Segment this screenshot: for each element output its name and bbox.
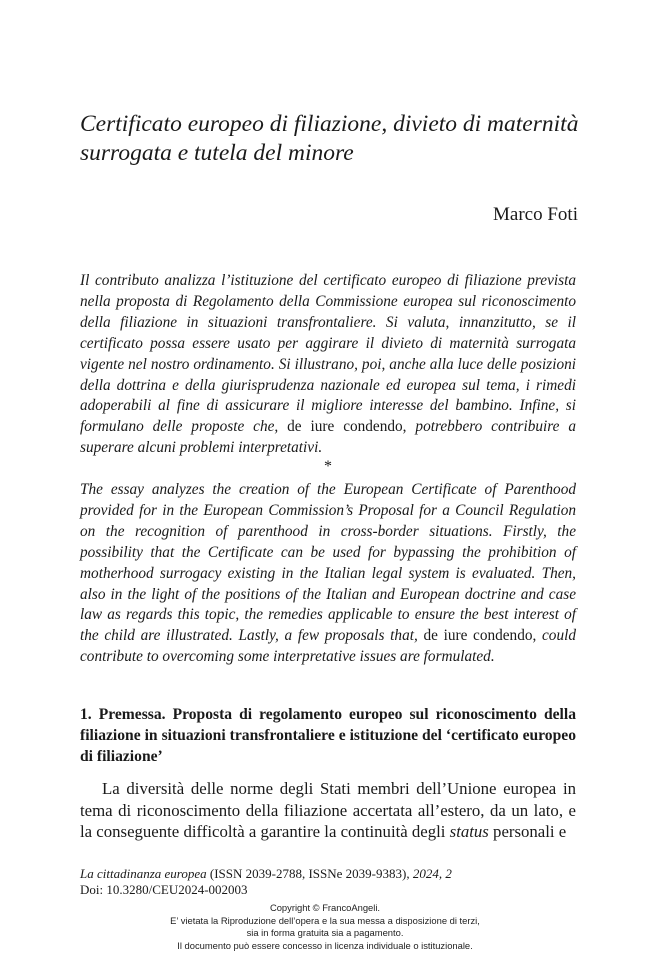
article-title: Certificato europeo di filiazione, divieto di maternità surrogata e tutela del minore bbox=[80, 111, 579, 166]
journal-citation bbox=[80, 866, 580, 882]
abstract-english-text-end: could contribute to overcoming some interpretative issues are formulated. bbox=[80, 627, 576, 666]
body-text: La diversità delle norme degli Stati membri dell’Unione europea in tema di riconoscimento della filiazione accertata all’estero, da un lato, e la conseguente difficoltà a garantire la continuità degli bbox=[80, 779, 576, 841]
body-paragraph bbox=[80, 778, 576, 843]
abstract-english-text: The essay analyzes the creation of the European Certificate of Parenthood provided for in the European Commission’s Proposal for a Council Regulation on the recognition of parenthood in cross-border situations. Firstly, the possibility that the Certificate can be used for bypassing the prohibition of motherhood surrogacy existing in the Italian legal system is evaluated. Then, also in the light of the positions of the Italian and European doctrine and case law as regards this topic, the remedies applicable to ensure the best interest of the child are illustrated. Lastly, a few proposals that, bbox=[80, 481, 576, 645]
journal-name: La cittadinanza europea bbox=[80, 866, 207, 881]
abstract-italian-text-end: potrebbero contribuire a superare alcuni problemi interpretativi. bbox=[80, 418, 576, 457]
copyright-line: Il documento può essere concesso in licenza individuale o istituzionale. bbox=[177, 939, 473, 951]
body-italic-term: status bbox=[449, 822, 489, 841]
abstract-italian-latin-phrase: de iure condendo, bbox=[287, 418, 407, 436]
author-name: Marco Foti bbox=[493, 204, 578, 225]
body-text-end: personali e bbox=[493, 822, 567, 841]
copyright-line: sia in forma gratuita sia a pagamento. bbox=[246, 927, 404, 939]
abstract-italian-text: Il contributo analizza l’istituzione del certificato europeo di filiazione prevista nella proposta di Regolamento della Commissione europea sul riconoscimento della filiazione in situazioni transfrontaliere. Si valuta, innanzitutto, se il certificato possa essere usato per aggirare il divieto di maternità surrogata vigente nel nostro ordinamento. Si illustrano, poi, anche alla luce delle posizioni della dottrina e della giurisprudenza nazionale ed europea sul tema, i rimedi adoperabili al fine di assicurare il migliore interesse del bambino. Infine, si formulano delle proposte che, bbox=[80, 272, 576, 436]
copyright-notice bbox=[0, 902, 650, 952]
copyright-line: Copyright © FrancoAngeli. bbox=[269, 902, 381, 913]
abstract-english-latin-phrase: de iure condendo, bbox=[423, 627, 537, 645]
abstract-english bbox=[80, 480, 576, 668]
copyright-line: E’ vietata la Riproduzione dell’opera e la sua messa a disposizione di terzi, bbox=[170, 914, 480, 926]
abstract-italian bbox=[80, 271, 576, 459]
journal-issue: 2024, 2 bbox=[412, 866, 452, 881]
abstract-separator: * bbox=[324, 458, 332, 475]
journal-footer bbox=[80, 866, 580, 898]
journal-issn: (ISSN 2039-2788, ISSNe 2039-9383), bbox=[209, 866, 410, 881]
section-heading: 1. Premessa. Proposta di regolamento europeo sul riconoscimento della filiazione in situazioni transfrontaliere e istituzione del ‘certificato europeo di filiazione’ bbox=[80, 706, 576, 765]
journal-doi: Doi: 10.3280/CEU2024-002003 bbox=[80, 882, 248, 897]
